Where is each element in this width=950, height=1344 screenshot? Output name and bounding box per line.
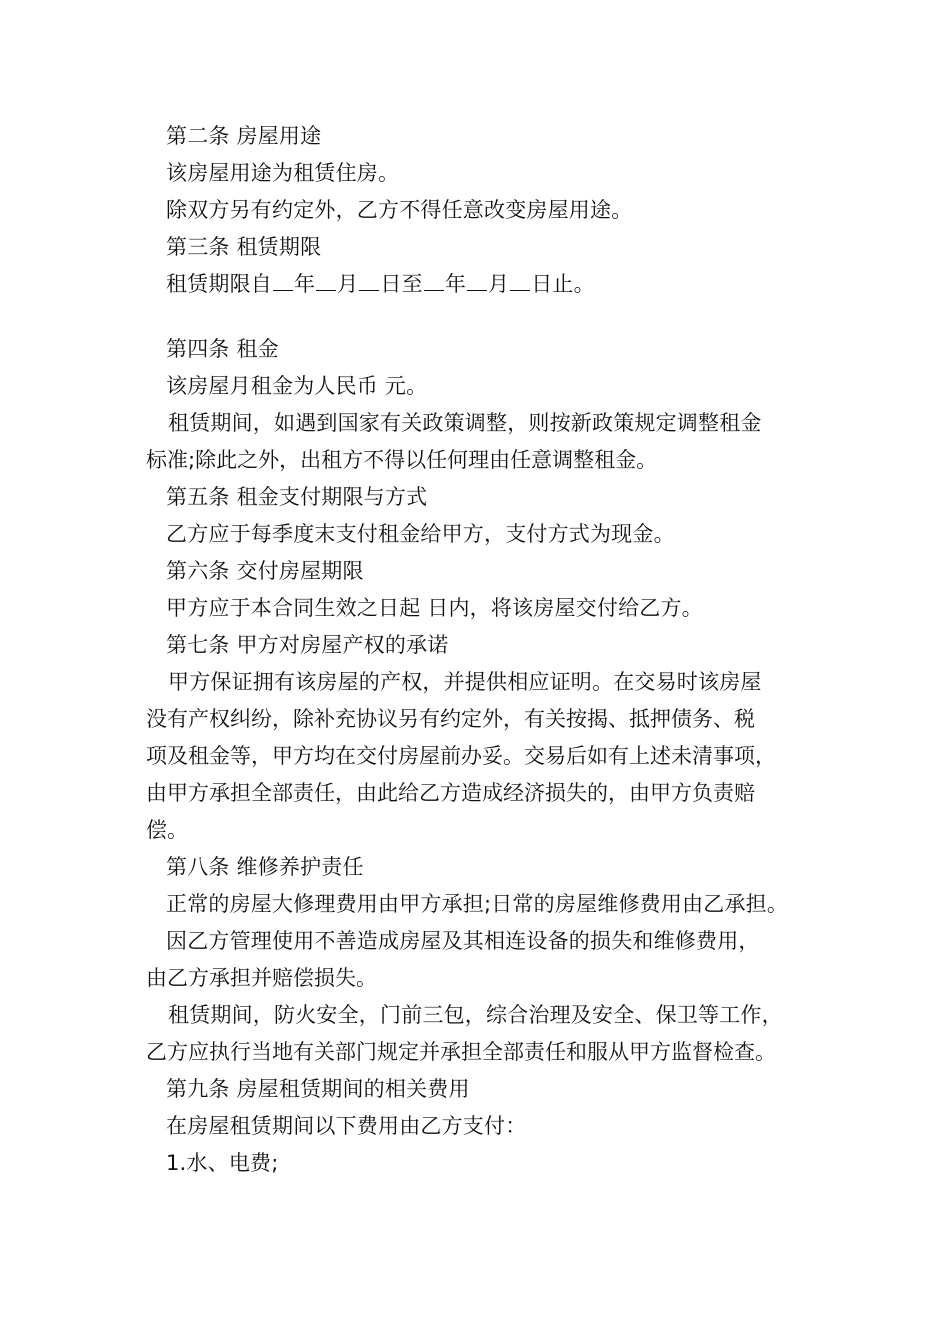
article-4-heading: 第四条 租金 (166, 337, 279, 361)
paragraph-line: 由乙方承担并赔偿损失。 (146, 966, 377, 990)
paragraph-line: 甲方应于本合同生效之日起 日内，将该房屋交付给乙方。 (166, 596, 703, 620)
paragraph-line: 该房屋用途为租赁住房。 (166, 161, 400, 185)
fill-blank (424, 270, 444, 291)
paragraph-line: 甲方保证拥有该房屋的产权，并提供相应证明。在交易时该房屋 (168, 670, 762, 694)
paragraph-line: 没有产权纠纷，除补充协议另有约定外，有关按揭、抵押债务、税 (146, 707, 755, 731)
article-6-heading: 第六条 交付房屋期限 (166, 559, 364, 583)
paragraph-line: 正常的房屋大修理费用由甲方承担;日常的房屋维修费用由乙承担。 (166, 892, 789, 916)
article-8-heading: 第八条 维修养护责任 (166, 855, 364, 879)
text-fragment: 租赁期限自 (166, 272, 272, 296)
article-3-heading: 第三条 租赁期限 (166, 235, 322, 259)
document-body (146, 118, 836, 1182)
paragraph-line: 在房屋租赁期间以下费用由乙方支付： (166, 1114, 527, 1138)
paragraph-line: 偿。 (146, 818, 188, 842)
list-item: 1.水、电费; (166, 1151, 279, 1175)
text-fragment: 年 (444, 272, 467, 296)
paragraph-line: 乙方应执行当地有关部门规定并承担全部责任和服从甲方监督检查。 (146, 1040, 776, 1064)
text-fragment: 年 (294, 272, 316, 296)
paragraph-line: 由甲方承担全部责任，由此给乙方造成经济损失的，由甲方负责赔 (146, 781, 755, 805)
lease-term-line (146, 266, 836, 303)
article-9-heading: 第九条 房屋租赁期间的相关费用 (166, 1077, 470, 1101)
text-fragment: 月 (488, 272, 510, 296)
fill-blank (467, 270, 487, 291)
fill-blank (510, 270, 530, 291)
text-fragment: 月 (337, 272, 359, 296)
paragraph-line: 租赁期间，如遇到国家有关政策调整，则按新政策规定调整租金 (168, 411, 762, 435)
article-7-heading: 第七条 甲方对房屋产权的承诺 (166, 633, 449, 657)
paragraph-line: 乙方应于每季度末支付租金给甲方，支付方式为现金。 (166, 522, 675, 546)
paragraph-line: 该房屋月租金为人民币 元。 (166, 374, 428, 398)
paragraph-line: 除双方另有约定外，乙方不得任意改变房屋用途。 (166, 198, 633, 222)
article-2-heading: 第二条 房屋用途 (166, 124, 322, 148)
paragraph-line: 租赁期间，防火安全，门前三包，综合治理及安全、保卫等工作， (168, 1003, 783, 1027)
paragraph-line: 因乙方管理使用不善造成房屋及其相连设备的损失和维修费用， (166, 929, 760, 953)
fill-blank (273, 270, 293, 291)
text-fragment: 日止。 (531, 272, 595, 296)
text-fragment: 日至 (380, 272, 423, 296)
article-5-heading: 第五条 租金支付期限与方式 (166, 485, 428, 509)
fill-blank (316, 270, 336, 291)
paragraph-line: 标准;除此之外，出租方不得以任何理由任意调整租金。 (146, 448, 658, 472)
spacer (146, 303, 836, 331)
fill-blank (359, 270, 379, 291)
paragraph-line: 项及租金等，甲方均在交付房屋前办妥。交易后如有上述未清事项， (146, 744, 776, 768)
